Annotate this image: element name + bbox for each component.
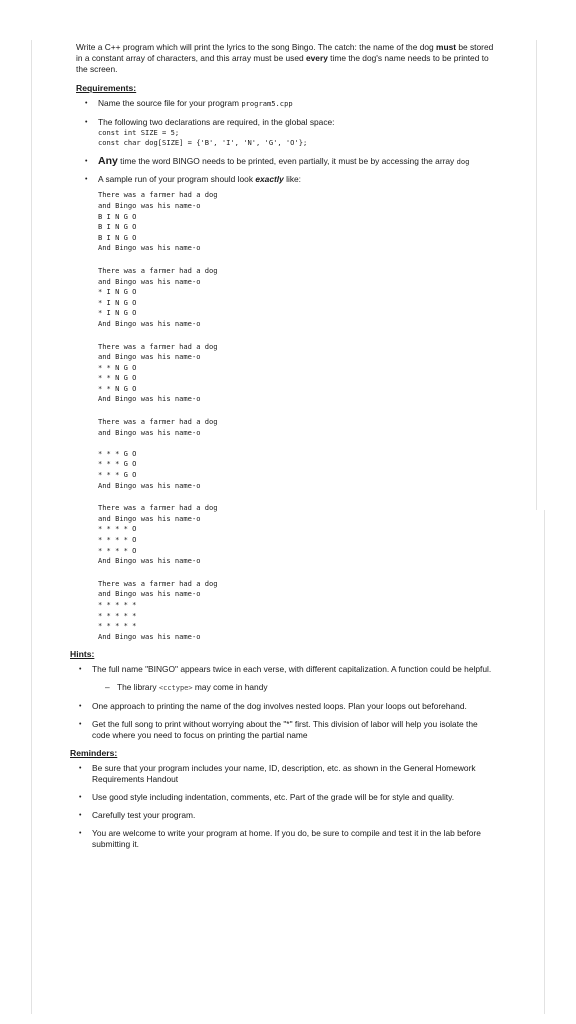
verse-line: And Bingo was his name-o <box>98 631 201 641</box>
verse-line: * * N G O <box>98 373 137 383</box>
verse-line: There was a farmer had a dog <box>98 190 218 200</box>
reminder-header-info: • Be sure that your program includes your name, ID, description, etc. as shown in the General Homework Requirements Handout <box>70 763 496 785</box>
verse-line: and Bingo was his name-o <box>98 513 201 523</box>
verse-line: and Bingo was his name-o <box>98 589 201 599</box>
reminders-list <box>70 763 496 850</box>
page-edge-right <box>536 40 537 510</box>
verse-line: And Bingo was his name-o <box>98 394 201 404</box>
verse-line: * * * G O <box>98 459 137 469</box>
verse-line: B I N G O <box>98 232 137 242</box>
verse-line: * * * G O <box>98 448 137 458</box>
emphasis-any: Any <box>98 154 118 167</box>
verse-line: There was a farmer had a dog <box>98 578 218 588</box>
requirement-filename-text: Name the source file for your program <box>98 98 242 108</box>
intro-text-2: be stored in a constant array of characters, and this array must be used <box>76 42 494 63</box>
verse-line: * * * * O <box>98 524 137 534</box>
verse-line: And Bingo was his name-o <box>98 480 201 490</box>
verse-line: * * * * * <box>98 599 137 609</box>
verse-line: * * N G O <box>98 383 137 393</box>
verse-2 <box>98 266 496 330</box>
verse-line: There was a farmer had a dog <box>98 341 218 351</box>
verse-line: * * * * O <box>98 535 137 544</box>
hint-full-song: • Get the full song to print without worrying about the "*" first. This division of labor will help you isolate the code where you need to focus on printing the partial name <box>70 719 496 741</box>
intro-paragraph <box>76 42 496 75</box>
verse-line: and Bingo was his name-o <box>98 427 201 437</box>
verse-line: * I N G O <box>98 287 137 297</box>
verse-line: There was a farmer had a dog <box>98 503 218 513</box>
intro-text-3: time the dog's name needs to be printed to the screen. <box>76 53 489 74</box>
hint-nested-loops: • One approach to printing the name of the dog involves nested loops. Plan your loops out beforehand. <box>70 701 496 712</box>
hint-cctype <box>70 682 496 694</box>
requirement-filename <box>76 98 496 110</box>
verse-line: B I N G O <box>98 222 137 232</box>
verse-line: And Bingo was his name-o <box>98 318 201 328</box>
hints-list <box>70 664 496 741</box>
requirement-declarations-text: • The following two declarations are required, in the global space: <box>98 116 335 127</box>
page-edge-right-lower <box>544 510 545 1014</box>
dog-code: dog <box>456 156 470 166</box>
verse-line: * I N G O <box>98 308 137 318</box>
requirement-sample-end: like: <box>283 174 301 185</box>
verse-1 <box>98 190 496 254</box>
code-line-dog: const char dog[SIZE] = {'B', 'I', 'N', 'G', 'O'}; <box>98 138 308 148</box>
requirements-heading: Requirements: <box>76 83 137 93</box>
verse-line: B I N G O <box>98 211 137 221</box>
requirement-array-access <box>76 156 496 168</box>
verse-line: * * N G O <box>98 362 137 372</box>
reminders-heading: Reminders: <box>70 748 118 759</box>
verse-line: * * * * * <box>98 610 137 620</box>
hints-section <box>70 649 496 850</box>
requirement-array-text: time the word BINGO needs to be printed, even partially, it must be by accessing the array <box>117 155 457 166</box>
verse-line: * * * * O <box>98 545 137 555</box>
verse-line: And Bingo was his name-o <box>98 556 201 566</box>
verse-line: * * * * * <box>98 621 137 631</box>
reminder-compile-lab: • You are welcome to write your program at home. If you do, be sure to compile and test it in the lab before submitting it. <box>70 828 496 850</box>
verse-line: and Bingo was his name-o <box>98 200 201 210</box>
filename-code: program5.cpp <box>241 99 293 108</box>
verse-5 <box>98 503 496 567</box>
document-page <box>70 42 496 857</box>
verse-line: and Bingo was his name-o <box>98 352 201 362</box>
intro-text-1: Write a C++ program which will print the lyrics to the song Bingo. The catch: the name of the dog <box>76 42 436 52</box>
hint-cctype-post: may come in handy <box>192 682 268 693</box>
verse-6 <box>98 579 496 643</box>
blank-line <box>98 438 496 449</box>
verse-4 <box>98 417 496 491</box>
verse-line: * I N G O <box>98 297 137 307</box>
intro-emphasis-must: must <box>436 42 457 52</box>
verse-line: and Bingo was his name-o <box>98 276 201 286</box>
reminder-style: • Use good style including indentation, comments, etc. Part of the grade will be for style and quality. <box>70 792 496 803</box>
requirements-list <box>76 98 496 642</box>
verse-3 <box>98 342 496 406</box>
reminder-testing: • Carefully test your program. <box>70 810 496 821</box>
requirement-sample-run <box>76 174 496 642</box>
hints-heading: Hints: <box>70 649 95 660</box>
requirement-sample-text: A sample run of your program should look <box>98 174 256 185</box>
verse-line: There was a farmer had a dog <box>98 265 218 275</box>
verse-line: * * * G O <box>98 470 137 480</box>
requirement-declarations <box>76 117 496 149</box>
emphasis-exactly: exactly <box>255 174 284 185</box>
verse-line: There was a farmer had a dog <box>98 417 218 427</box>
verse-line: And Bingo was his name-o <box>98 243 201 253</box>
intro-emphasis-every: every <box>305 53 328 63</box>
code-line-size: const int SIZE = 5; <box>98 127 180 137</box>
hint-cctype-pre: The library <box>117 682 159 693</box>
hint-function: • The full name "BINGO" appears twice in each verse, with different capitalization. A function could be helpful. <box>70 664 496 675</box>
cctype-code: <cctype> <box>158 684 193 693</box>
page-edge-left <box>31 40 32 1014</box>
sample-output <box>98 190 496 642</box>
